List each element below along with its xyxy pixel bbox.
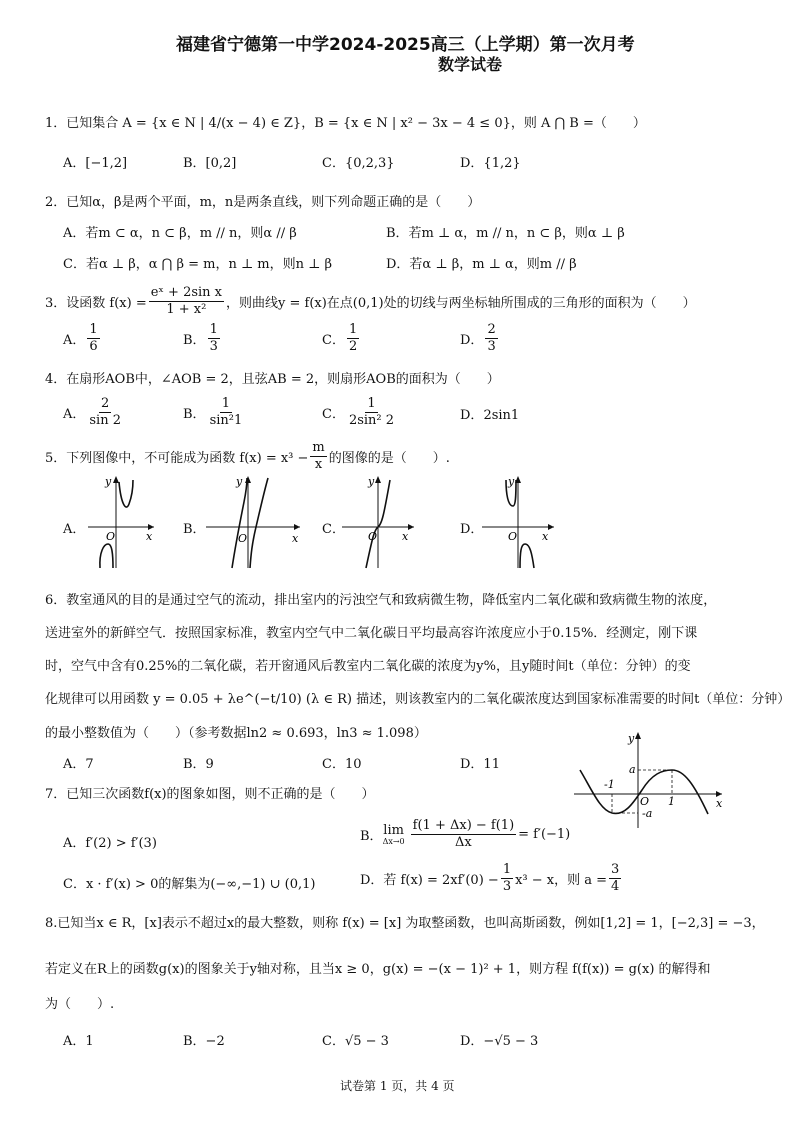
neg-one-label: -1	[604, 778, 615, 791]
question-1-stem: 1．已知集合 A = {x ∈ N | 4/(x − 4) ∈ Z}，B = {x ∈ N | x² − 3x − 4 ≤ 0}，则 A ⋂ B =（ ）	[45, 116, 646, 131]
question-4-option-b	[183, 396, 246, 429]
x-axis-label: x	[716, 797, 723, 810]
question-6-option-b: B．9	[183, 757, 214, 772]
question-1-option-a: A．[−1,2]	[63, 156, 128, 171]
denominator: sin 2	[89, 413, 121, 428]
question-5-graph-d	[480, 472, 558, 570]
y-axis-arrow-icon	[113, 476, 119, 483]
numerator: f(1 + Δx) − f(1)	[412, 818, 515, 833]
option-fraction	[87, 322, 99, 355]
limit-operator	[383, 823, 405, 846]
question-5-stem	[45, 440, 450, 473]
question-7-option-a: A．f′(2) > f′(3)	[63, 836, 157, 851]
option-d-part-a: D．若 f(x) = 2xf′(0) −	[360, 873, 499, 888]
a-label: a	[629, 763, 636, 776]
x-axis-label: x	[292, 532, 299, 545]
numerator: 2	[487, 322, 496, 337]
question-5-option-b: B．	[183, 522, 206, 537]
x-axis-label: x	[542, 530, 549, 543]
question-2-option-c: C．若α ⊥ β，α ⋂ β = m，n ⊥ m，则n ⊥ β	[63, 257, 333, 272]
origin-label: O	[106, 530, 116, 543]
x-axis-arrow-icon	[548, 524, 554, 530]
question-6-line-5: 的最小整数值为（ ）（参考数据ln2 ≈ 0.693，ln3 ≈ 1.098）	[45, 726, 427, 741]
question-4-option-c	[322, 396, 398, 429]
question-8-option-c: C．√5 − 3	[322, 1034, 389, 1049]
question-2-option-b: B．若m ⊥ α，m // n，n ⊂ β，则α ⊥ β	[386, 226, 625, 241]
numerator: 1	[221, 396, 231, 411]
question-6-line-1: 6．教室通风的目的是通过空气的流动，排出室内的污浊空气和致病微生物，降低室内二氧化碳和致病微生物的浓度，	[45, 593, 717, 608]
question-5-fraction-numerator: m	[312, 440, 325, 455]
curve-branch	[100, 544, 113, 568]
neg-a-label: -a	[642, 807, 653, 820]
x-axis-label: x	[146, 530, 153, 543]
x-axis-label: x	[402, 530, 409, 543]
origin-label: O	[238, 532, 248, 545]
exam-title: 福建省宁德第一中学2024-2025高三（上学期）第一次月考	[176, 35, 635, 55]
question-6-option-a: A．7	[63, 757, 94, 772]
question-7-option-c: C．x · f′(x) > 0的解集为(−∞,−1) ∪ (0,1)	[63, 877, 316, 892]
origin-label: O	[640, 795, 650, 808]
numerator: 3	[611, 862, 620, 877]
question-3-stem-b: ，则曲线y = f(x)在点(0,1)处的切线与两坐标轴所围成的三角形的面积为（ ）	[226, 296, 696, 311]
question-8-line-1: 8.已知当x ∈ R，[x]表示不超过x的最大整数，则称 f(x) = [x] 为取整函数，也叫高斯函数，例如[1,2] = 1，[−2,3] = −3，	[45, 916, 765, 931]
option-label: B．	[183, 407, 206, 422]
question-2-option-d: D．若α ⊥ β，m ⊥ α，则m // β	[386, 257, 577, 272]
origin-label: O	[368, 530, 378, 543]
question-3-fraction-denominator: 1 + x²	[166, 302, 207, 317]
question-4-stem: 4．在扇形AOB中，∠AOB = 2，且弦AB = 2，则扇形AOB的面积为（ ）	[45, 372, 500, 387]
numerator: 2	[101, 396, 110, 411]
denominator: sin²1	[209, 413, 243, 428]
limit-text: lim	[383, 823, 404, 838]
question-1-option-d: D．{1,2}	[460, 156, 521, 171]
question-5-graph-b	[204, 472, 304, 570]
option-label: D．	[460, 333, 484, 348]
option-fraction	[208, 396, 245, 429]
option-fraction	[208, 322, 220, 355]
question-6-option-d: D．11	[460, 757, 500, 772]
denominator: 3	[502, 879, 512, 894]
question-3-fraction-numerator: eˣ + 2sin x	[150, 285, 223, 300]
origin-label: O	[508, 530, 518, 543]
option-fraction	[347, 322, 359, 355]
y-axis-label: y	[105, 475, 112, 488]
curve-branch	[232, 478, 247, 568]
question-4-option-d	[460, 404, 519, 423]
curve-branch	[520, 544, 534, 568]
question-3-fraction	[149, 285, 224, 318]
option-d-part-b: x³ − x，则 a =	[515, 873, 608, 888]
y-axis-label: y	[236, 475, 243, 488]
option-rhs: = f′(−1)	[518, 827, 571, 842]
denominator: 2	[348, 339, 358, 354]
question-1-option-c: C．{0,2,3}	[322, 156, 395, 171]
option-label: A．	[63, 333, 86, 348]
page-footer: 试卷第 1 页，共 4 页	[340, 1079, 455, 1093]
question-5-option-c: C．	[322, 522, 345, 537]
option-label: A．	[63, 407, 86, 422]
limit-subscript: Δx→0	[382, 837, 405, 846]
question-5-fraction-denominator: x	[314, 457, 323, 472]
y-axis-label: y	[508, 475, 515, 488]
question-5-fraction	[310, 440, 326, 473]
question-2-option-a: A．若m ⊂ α，n ⊂ β，m // n，则α // β	[63, 226, 297, 241]
x-axis-arrow-icon	[294, 524, 300, 530]
fraction-one-third	[501, 862, 513, 895]
numerator: 1	[89, 322, 98, 337]
question-6-line-3: 时，空气中含有0.25%的二氧化碳，若开窗通风后教室内二氧化碳的浓度为y%，且y随时间t（单位：分钟）的变	[45, 659, 691, 674]
exam-subtitle: 数学试卷	[438, 55, 503, 74]
y-axis-label: y	[628, 732, 635, 745]
option-label: B．	[183, 333, 206, 348]
question-7-stem: 7．已知三次函数f(x)的图象如图，则不正确的是（ ）	[45, 787, 375, 802]
option-label: B．	[360, 829, 383, 844]
denominator: 3	[209, 339, 218, 354]
option-label: D．	[460, 408, 484, 423]
fraction-a-value	[609, 862, 621, 895]
question-3-option-d	[460, 322, 500, 355]
y-axis-arrow-icon	[635, 732, 641, 739]
curve-branch	[119, 480, 133, 507]
question-3-option-c	[322, 322, 361, 355]
question-4-option-a	[63, 396, 125, 429]
question-6-line-4: 化规律可以用函数 y = 0.05 + λe^(−t/10) (λ ∈ R) 描述，则该教室内的二氧化碳浓度达到国家标准需要的时间t（单位：分钟）	[45, 692, 791, 707]
numerator: 1	[502, 862, 512, 877]
question-7-option-b	[360, 818, 570, 851]
denominator: 4	[611, 879, 620, 894]
question-7-cubic-graph	[570, 730, 730, 830]
question-7-option-d	[360, 862, 623, 895]
question-5-graph-a	[86, 472, 158, 570]
denominator: 2sin² 2	[348, 413, 395, 428]
numerator: 1	[348, 322, 358, 337]
question-5-stem-b: 的图像的是（ ）.	[328, 451, 450, 466]
option-label: C．	[322, 333, 345, 348]
denominator: 3	[487, 339, 496, 354]
denominator: Δx	[455, 835, 472, 850]
question-3-stem-a: 3．设函数 f(x) =	[45, 296, 147, 311]
one-label: 1	[668, 795, 675, 808]
numerator: 1	[367, 396, 376, 411]
x-axis-arrow-icon	[408, 524, 414, 530]
question-5-graph-c	[340, 472, 418, 570]
question-6-option-c: C．10	[322, 757, 362, 772]
y-axis-arrow-icon	[375, 476, 381, 483]
question-1-option-b: B．[0,2]	[183, 156, 237, 171]
curve-branch	[250, 478, 268, 568]
question-8-option-d: D．−√5 − 3	[460, 1034, 539, 1049]
numerator: 1	[209, 322, 218, 337]
option-fraction	[347, 396, 396, 429]
question-3-option-b	[183, 322, 222, 355]
question-8-option-b: B．−2	[183, 1034, 225, 1049]
question-6-line-2: 送进室外的新鲜空气．按照国家标准，教室内空气中二氧化碳日平均最高容许浓度应小于0.15%．经测定，刚下课	[45, 626, 698, 641]
option-fraction	[87, 396, 123, 429]
y-axis-arrow-icon	[245, 476, 251, 483]
question-3-option-a	[63, 322, 102, 355]
question-5-stem-a: 5．下列图像中，不可能成为函数 f(x) = x³ −	[45, 451, 309, 466]
option-fraction	[485, 322, 497, 355]
option-label: C．	[322, 407, 345, 422]
question-8-line-2: 若定义在R上的函数g(x)的图象关于y轴对称，且当x ≥ 0，g(x) = −(x − 1)² + 1，则方程 f(f(x)) = g(x) 的解得和	[45, 962, 711, 977]
question-5-option-d: D．	[460, 522, 484, 537]
y-axis-label: y	[368, 475, 375, 488]
limit-fraction	[411, 818, 517, 851]
question-8-line-3: 为（ ）.	[45, 997, 115, 1012]
option-text: 2sin1	[483, 408, 520, 423]
question-8-option-a: A．1	[63, 1034, 94, 1049]
question-2-stem: 2．已知α，β是两个平面，m，n是两条直线，则下列命题正确的是（ ）	[45, 195, 481, 210]
question-3-stem	[45, 285, 696, 318]
question-5-option-a: A．	[63, 522, 86, 537]
denominator: 6	[89, 339, 98, 354]
